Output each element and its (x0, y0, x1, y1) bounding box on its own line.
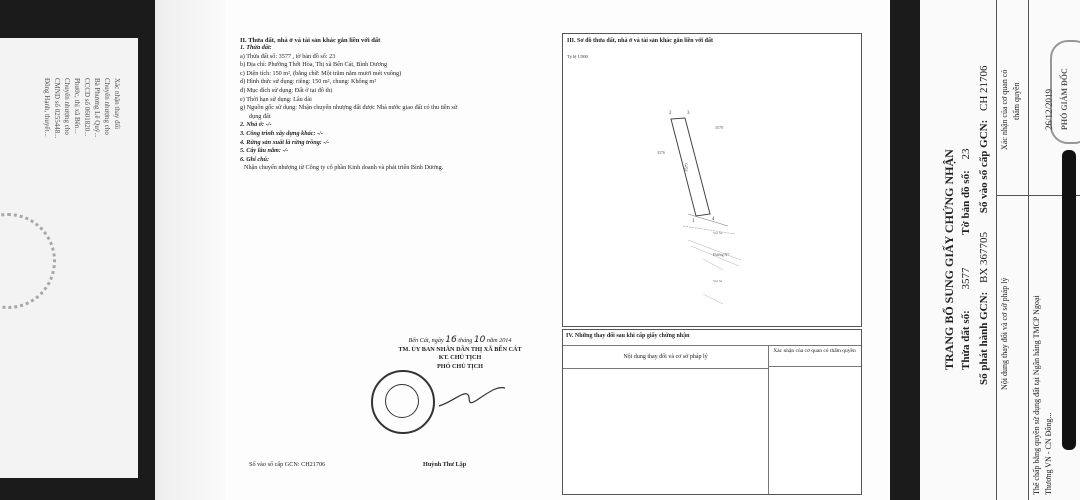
col-confirm-header: Xác nhận của cơ quan có (1000, 69, 1009, 150)
sidewalk-label: Vỉa hè (713, 279, 723, 283)
corner-label: 3 (687, 111, 690, 116)
section-title: II. Thửa đất, nhà ở và tài sản khác gắn liền với đất (240, 37, 381, 44)
entry-line: Thế chấp bằng quyền sử dụng đất tại Ngân hàng TMCP Ngoại (1032, 295, 1041, 495)
changes-col-confirm: Xác nhận của cơ quan có thẩm quyền (768, 345, 861, 367)
left-line: Đông Hạnh, thuyết... (43, 78, 51, 137)
parcel-number-label: 3577 (683, 162, 690, 173)
book-value: CH 21706 (978, 65, 990, 111)
sheet-label: Tờ bản đồ số: (960, 170, 972, 235)
note-text: Nhận chuyển nhượng từ Công ty cổ phần Kinh doanh và phát triển Bình Dương. (244, 164, 444, 172)
org-name: TM. ỦY BAN NHÂN DÂN THỊ XÃ BẾN CÁT (398, 345, 522, 353)
sheet-value: 23 (960, 148, 972, 160)
parcel-label: Thửa đất số: (960, 310, 972, 370)
date-year: năm 2014 (486, 337, 512, 344)
serial-value: BX 367705 (978, 231, 990, 284)
col-confirm-header-2: thẩm quyền (1012, 82, 1021, 120)
signer-name: Huỳnh Thư Lập (423, 461, 467, 468)
usage-purpose: đ) Mục đích sử dụng: Đất ở tại đô thị (240, 86, 333, 94)
left-line: CMND số 0255448... (53, 78, 61, 139)
item-heading: 4. Rừng sản xuất là rừng trồng: -/- (240, 138, 330, 146)
road-label: Đường N7 (713, 253, 730, 257)
left-page-fragment (0, 38, 138, 478)
entry-line: Thương VN - CN Đông... (1044, 412, 1053, 495)
table-border (996, 0, 997, 500)
serial-row (978, 65, 990, 385)
parcel-plot-icon (563, 34, 861, 326)
date-day: 16 (445, 335, 457, 345)
left-line: Xác nhận thay đổi (113, 78, 121, 130)
sidewalk-label: Vỉa hè (713, 231, 723, 235)
cert-book-number: Số vào sổ cấp GCN: CH21706 (249, 461, 326, 468)
supplement-heading: TRANG BỔ SUNG GIẤY CHỨNG NHẬN (942, 149, 956, 370)
date-month-word: tháng (458, 337, 473, 344)
item-heading: 1. Thửa đất: (240, 44, 272, 51)
left-line: Phước, thị xã Bến... (73, 78, 81, 134)
changes-title: IV. Những thay đổi sau khi cấp giấy chứng nhận (566, 333, 690, 339)
col-content-header: Nội dung thay đổi và cơ sở pháp lý (1000, 277, 1009, 390)
land-info-section (240, 37, 530, 173)
usage-term: e) Thời hạn sử dụng: Lâu dài (240, 95, 312, 103)
entry-date: 26/12/2019 (1044, 88, 1054, 130)
parcel-value: 3577 (960, 267, 972, 290)
corner-label: 2 (669, 111, 672, 116)
item-heading: 3. Công trình xây dựng khác: -/- (240, 129, 323, 137)
changes-table (562, 329, 862, 495)
diagram-scale: Tỷ lệ 1/500 (567, 54, 588, 59)
left-line: Chuyển nhượng cho (63, 78, 71, 135)
neighbor-label: 3578 (715, 125, 723, 130)
corner-label: 4 (712, 217, 715, 222)
left-line: CCCD số 0601820... (83, 78, 91, 137)
neighbor-label: 3576 (657, 150, 665, 155)
signature-scribble-icon (437, 382, 507, 412)
column-divider (768, 367, 769, 494)
parcel-number: a) Thửa đất số: 3577 , tờ bản đồ số: 23 (240, 52, 336, 60)
item-heading: 5. Cây lâu năm: -/- (240, 147, 289, 155)
redaction-mark (1062, 150, 1076, 450)
diagram-title: III. Sơ đồ thửa đất, nhà ở và tài sản khác gắn liền với đất (567, 38, 713, 44)
date-prefix: Bến Cát, ngày (408, 337, 444, 344)
sign-date (375, 336, 545, 346)
serial-label: Số phát hành GCN: (978, 291, 990, 385)
changes-col-content: Nội dung thay đổi và cơ sở pháp lý (563, 345, 769, 369)
stamp-text: PHÓ GIÁM ĐỐC (1060, 68, 1069, 130)
parcel-diagram (562, 33, 862, 327)
official-seal-icon (371, 370, 435, 434)
item-heading: 6. Ghi chú: (240, 155, 270, 163)
role: KT. CHỦ TỊCH (438, 354, 482, 362)
usage-form: d) Hình thức sử dụng: riêng: 150 m², chung: Không m² (240, 78, 377, 86)
area: c) Diện tích: 150 m², (bằng chữ: Một trăm năm mươi mét vuông) (240, 69, 402, 77)
parcel-row (960, 148, 972, 370)
left-line: Bà Phương Lê Quý... (93, 78, 101, 138)
book-label: Số vào sổ cấp GCN: (978, 119, 990, 214)
signature-block (375, 336, 545, 371)
role: PHÓ CHỦ TỊCH (437, 362, 483, 370)
origin: g) Nguồn gốc sử dụng: Nhận chuyển nhượng đất được Nhà nước giao đất có thu tiền sử (240, 104, 458, 112)
table-border (1028, 0, 1029, 500)
corner-label: 1 (692, 219, 695, 224)
origin-cont: dụng đất (249, 112, 271, 120)
certificate-page (155, 0, 890, 500)
date-month: 10 (473, 335, 486, 345)
round-stamp-icon (1050, 40, 1080, 144)
left-line: Chuyển nhượng cho (103, 78, 111, 135)
address: b) Địa chỉ: Phường Thới Hòa, Thị xã Bến Cát, Bình Dương (240, 61, 388, 69)
item-heading: 2. Nhà ở: -/- (240, 121, 272, 129)
